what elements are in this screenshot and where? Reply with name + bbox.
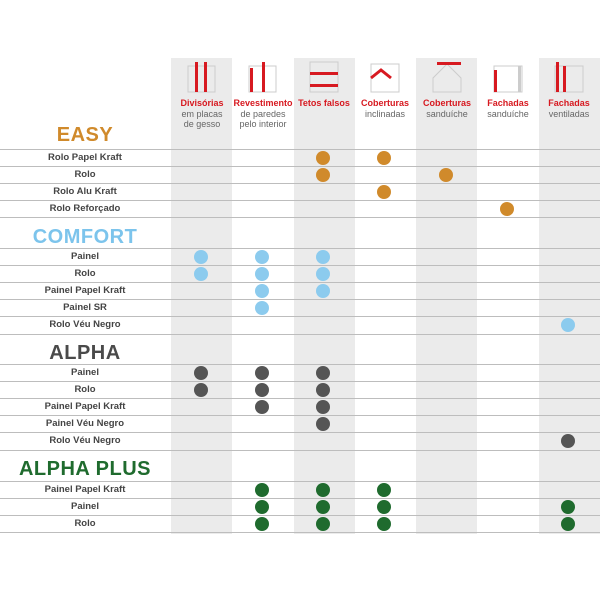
column-subtitle: ventiladas [548, 108, 590, 119]
application-dot [316, 151, 330, 165]
row-divider [0, 217, 600, 218]
row-label: Painel Papel Kraft [44, 484, 126, 495]
application-dot [255, 383, 269, 397]
row-divider [0, 532, 600, 533]
column-title: Coberturas sanduíche [415, 98, 479, 119]
column-header [354, 58, 415, 94]
column-title: Divisórias em placas de gesso [170, 98, 234, 130]
row-divider [0, 450, 600, 451]
application-dot [377, 483, 391, 497]
group-title: COMFORT [32, 226, 138, 248]
row-label: Painel Papel Kraft [44, 285, 126, 297]
column-subtitle: em placas [181, 108, 223, 119]
application-dot [316, 267, 330, 281]
row-label: Rolo [74, 268, 96, 280]
group-title: ALPHA PLUS [18, 458, 152, 480]
column-subtitle: de paredes [240, 108, 286, 119]
sandwich-roof-icon [429, 58, 465, 94]
ventilated-facade-icon [551, 58, 587, 94]
sandwich-facade-icon [490, 58, 526, 94]
application-dot [316, 500, 330, 514]
row-label: Painel [71, 251, 99, 262]
row-label: Rolo Véu Negro [49, 319, 121, 331]
pitched-roof-icon [367, 58, 403, 94]
row-label: Rolo [74, 169, 96, 181]
application-dot [377, 500, 391, 514]
application-dot [255, 483, 269, 497]
column-header [232, 58, 293, 94]
row-label: Painel Papel Kraft [44, 401, 126, 413]
column-subtitle: inclinadas [364, 108, 406, 119]
application-dot [194, 383, 208, 397]
column-header [477, 58, 538, 94]
column-title: Fachadas sanduíche [476, 98, 540, 119]
application-dot [255, 250, 269, 264]
column-header [538, 58, 599, 94]
application-dot [500, 202, 514, 216]
application-dot [316, 483, 330, 497]
column-subtitle: sanduíche [487, 108, 529, 119]
application-dot [194, 267, 208, 281]
application-dot [194, 366, 208, 380]
row-label: Rolo Véu Negro [49, 435, 121, 447]
application-dot [194, 250, 208, 264]
application-dot [255, 517, 269, 531]
row-label: Rolo Alu Kraft [53, 186, 117, 198]
application-dot [255, 500, 269, 514]
application-dot [316, 383, 330, 397]
column-title: Tetos falsos [298, 98, 350, 108]
row-label: Rolo [74, 518, 96, 530]
row-label: Painel [71, 367, 99, 378]
false-ceiling-icon [306, 58, 342, 94]
application-dot [316, 250, 330, 264]
column-subtitle: sanduíche [426, 108, 468, 119]
application-dot [316, 168, 330, 182]
wall-lining-icon [245, 58, 281, 94]
column-title: Fachadas ventiladas [537, 98, 600, 119]
row-label: Painel [71, 501, 99, 513]
application-dot [255, 400, 269, 414]
application-dot [255, 267, 269, 281]
application-dot [255, 301, 269, 315]
column-header [293, 58, 354, 94]
application-dot [439, 168, 453, 182]
row-label: Rolo [74, 384, 96, 396]
application-dot [561, 500, 575, 514]
application-dot [377, 517, 391, 531]
row-label: Painel Véu Negro [45, 418, 125, 430]
column-subtitle: pelo interior [239, 119, 287, 129]
application-dot [377, 185, 391, 199]
column-header [171, 58, 232, 94]
row-label: Rolo Papel Kraft [48, 152, 122, 163]
application-dot [377, 151, 391, 165]
row-label: Painel SR [63, 302, 107, 314]
application-dot [255, 366, 269, 380]
group-title: ALPHA [49, 342, 121, 364]
application-dot [316, 366, 330, 380]
application-dot [255, 284, 269, 298]
column-title: Coberturas inclinadas [353, 98, 417, 119]
column-title: Revestimento de paredes pelo interior [231, 98, 295, 130]
column-subtitle: de gesso [183, 119, 221, 129]
column-band [539, 58, 600, 534]
column-band [416, 58, 477, 534]
column-header [416, 58, 477, 94]
row-divider [0, 334, 600, 335]
group-title: EASY [56, 124, 114, 146]
row-label: Rolo Reforçado [49, 203, 121, 215]
partition-wall-icon [184, 58, 220, 94]
